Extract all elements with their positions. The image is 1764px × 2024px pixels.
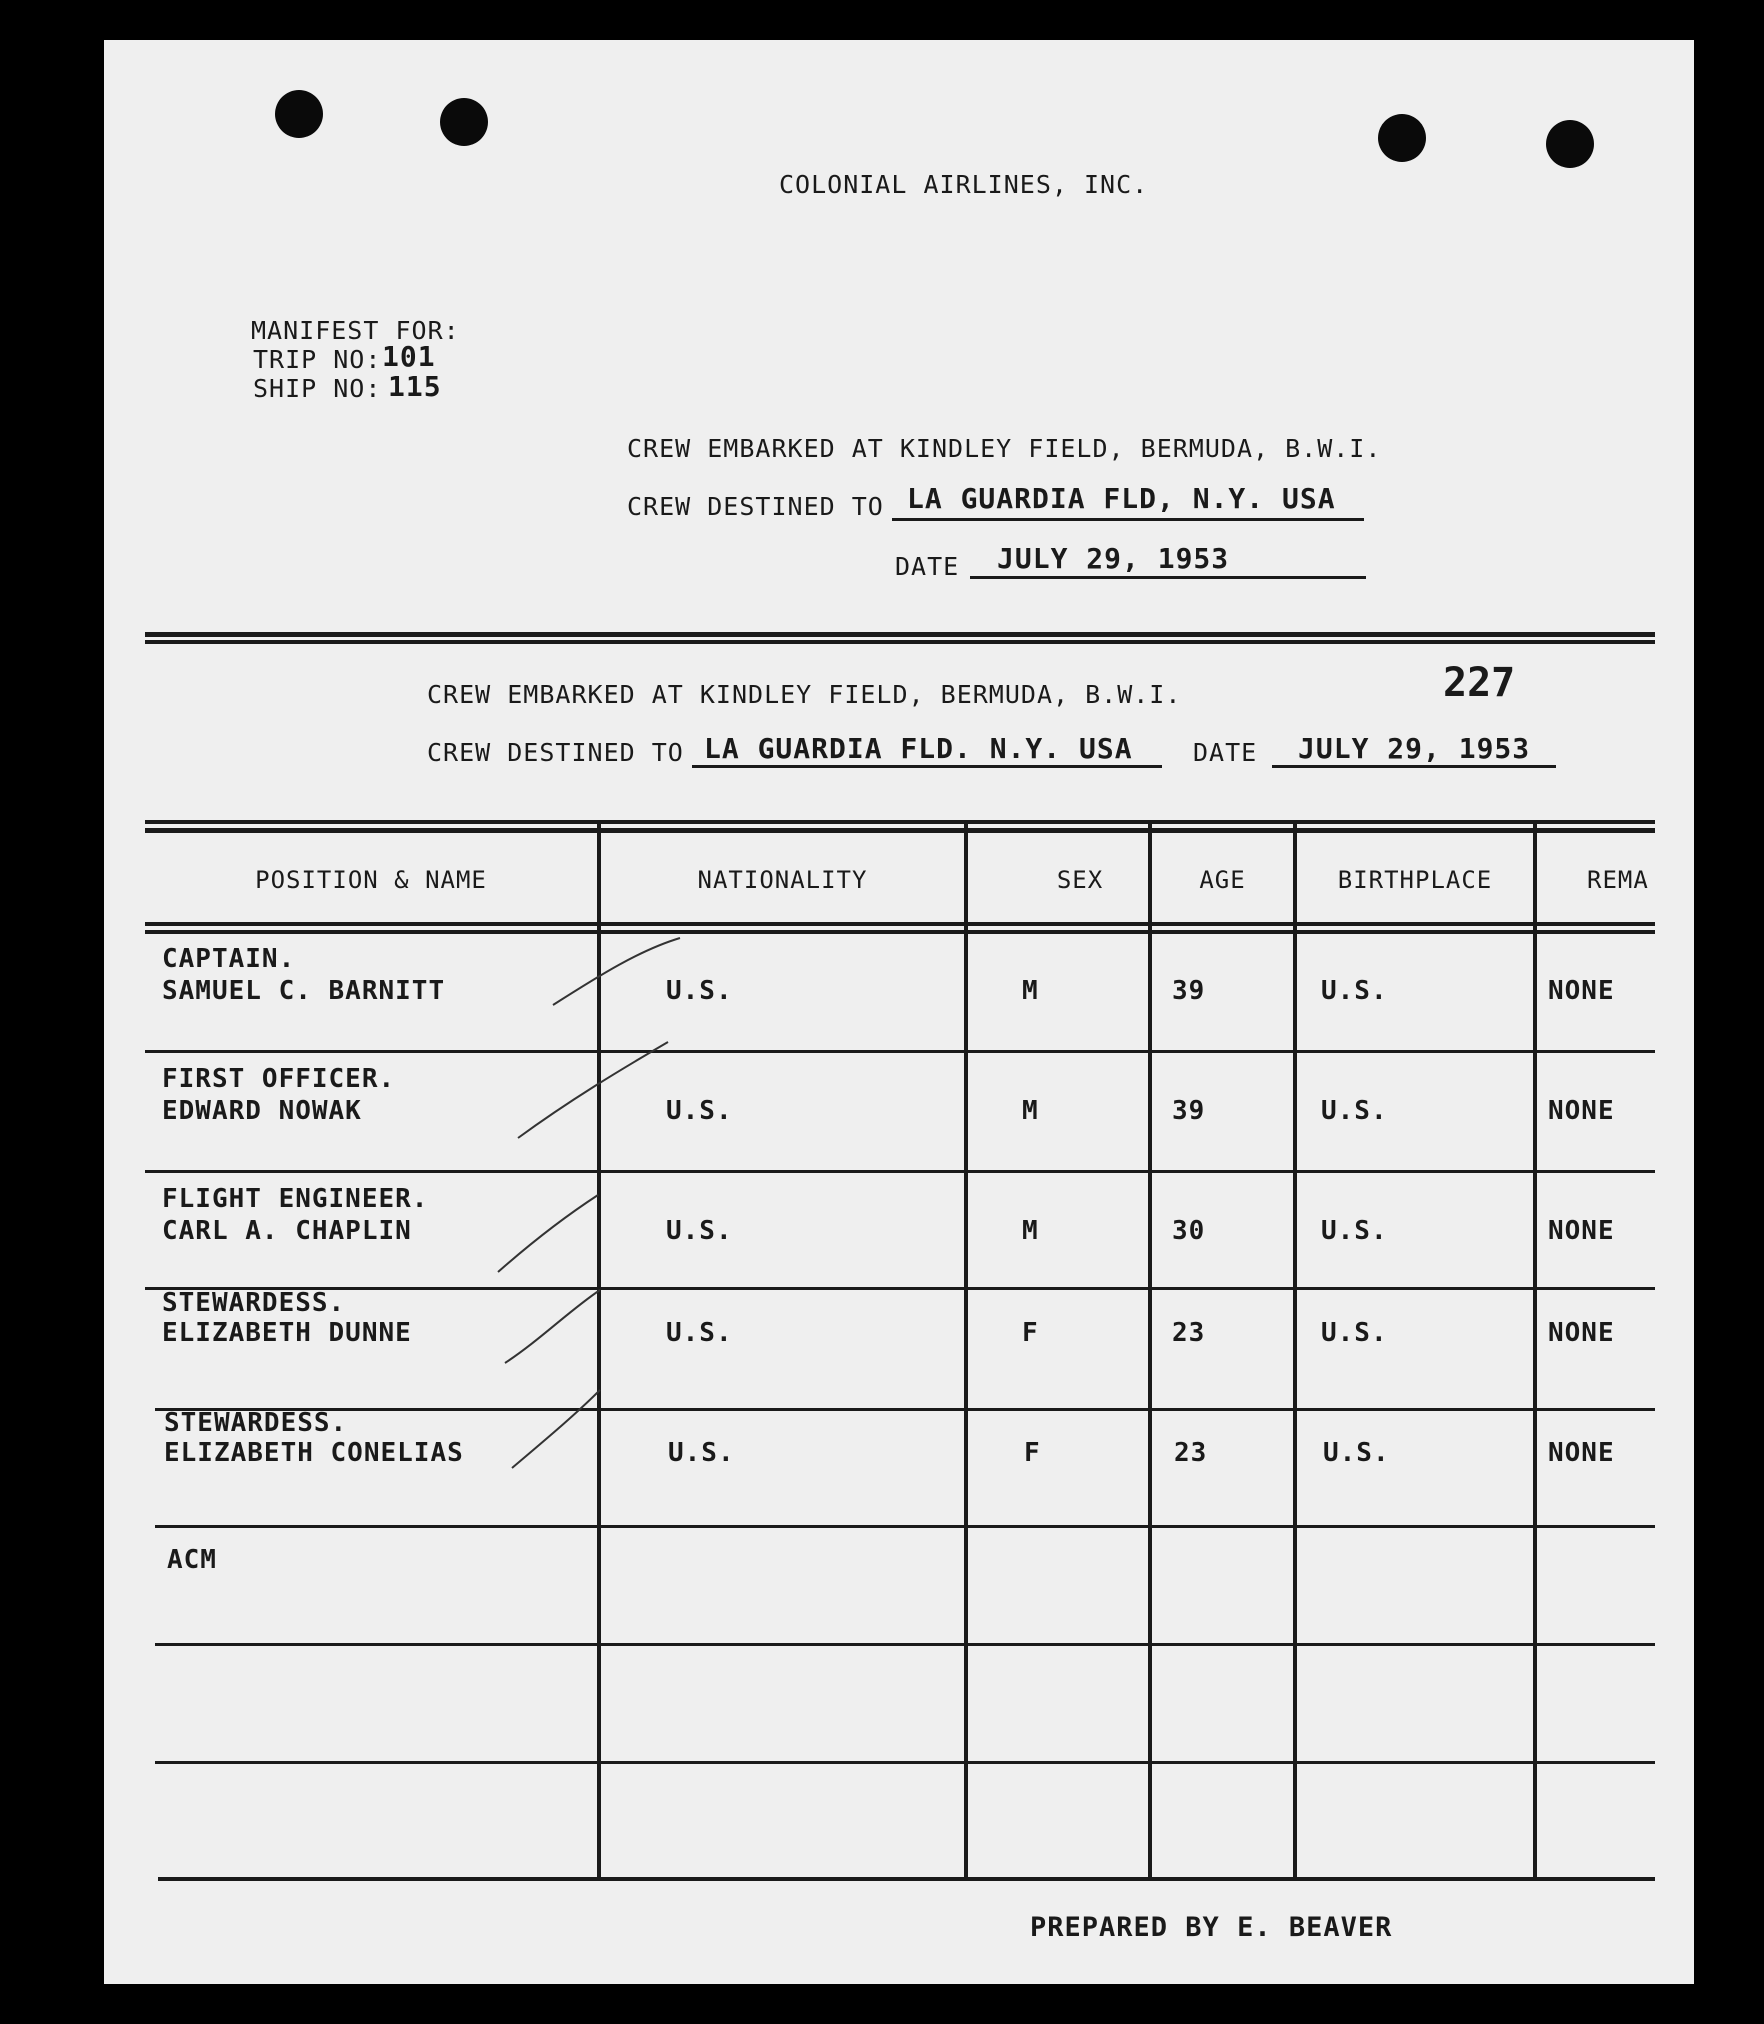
row1-name: SAMUEL C. BARNITT xyxy=(162,976,446,1006)
header-age: AGE xyxy=(1199,866,1246,894)
row2-remarks: NONE xyxy=(1548,1096,1615,1126)
second-destined-label: CREW DESTINED TO xyxy=(427,738,684,767)
prepared-by: PREPARED BY E. BEAVER xyxy=(1030,1912,1393,1943)
row1-nationality: U.S. xyxy=(666,976,733,1006)
header-birthplace: BIRTHPLACE xyxy=(1337,866,1493,894)
row4-birthplace: U.S. xyxy=(1321,1318,1388,1348)
trip-label: TRIP NO: xyxy=(253,345,382,374)
row3-birthplace: U.S. xyxy=(1321,1216,1388,1246)
header-position-name: POSITION & NAME xyxy=(255,866,487,894)
row5-position: STEWARDESS. xyxy=(164,1408,348,1438)
row4-name: ELIZABETH DUNNE xyxy=(162,1318,412,1348)
top-date-label: DATE xyxy=(895,552,960,581)
row3-age: 30 xyxy=(1172,1216,1206,1246)
header-nationality: NATIONALITY xyxy=(697,866,868,894)
row3-sex: M xyxy=(1022,1216,1039,1246)
row3-position: FLIGHT ENGINEER. xyxy=(162,1184,429,1214)
row1-age: 39 xyxy=(1172,976,1206,1006)
row5-name: ELIZABETH CONELIAS xyxy=(164,1438,464,1468)
ship-number: 115 xyxy=(388,370,442,403)
second-destined-value: LA GUARDIA FLD. N.Y. USA xyxy=(704,732,1133,765)
second-date-value: JULY 29, 1953 xyxy=(1298,732,1531,765)
row2-name: EDWARD NOWAK xyxy=(162,1096,362,1126)
row4-position: STEWARDESS. xyxy=(162,1288,346,1318)
row5-birthplace: U.S. xyxy=(1323,1438,1390,1468)
top-destined-value: LA GUARDIA FLD, N.Y. USA xyxy=(907,482,1336,515)
row4-nationality: U.S. xyxy=(666,1318,733,1348)
page-number: 227 xyxy=(1443,660,1516,706)
second-embarked: CREW EMBARKED AT KINDLEY FIELD, BERMUDA, B.W.I. xyxy=(427,680,1182,709)
second-date-label: DATE xyxy=(1193,738,1258,767)
trip-number: 101 xyxy=(382,340,436,373)
top-destined-label: CREW DESTINED TO xyxy=(627,492,884,521)
row1-birthplace: U.S. xyxy=(1321,976,1388,1006)
row3-name: CARL A. CHAPLIN xyxy=(162,1216,412,1246)
row3-nationality: U.S. xyxy=(666,1216,733,1246)
top-date-value: JULY 29, 1953 xyxy=(997,542,1230,575)
row2-sex: M xyxy=(1022,1096,1039,1126)
header-remarks: REMA xyxy=(1587,866,1649,894)
header-sex: SEX xyxy=(1056,866,1104,894)
extra-row-label: ACM xyxy=(167,1545,217,1575)
row1-remarks: NONE xyxy=(1548,976,1615,1006)
row2-birthplace: U.S. xyxy=(1321,1096,1388,1126)
row2-age: 39 xyxy=(1172,1096,1206,1126)
row3-remarks: NONE xyxy=(1548,1216,1615,1246)
manifest-label: MANIFEST FOR: xyxy=(251,316,460,345)
row4-sex: F xyxy=(1022,1318,1039,1348)
row4-age: 23 xyxy=(1172,1318,1206,1348)
row5-sex: F xyxy=(1024,1438,1041,1468)
top-embarked: CREW EMBARKED AT KINDLEY FIELD, BERMUDA, B.W.I. xyxy=(627,434,1382,463)
row1-position: CAPTAIN. xyxy=(162,944,296,974)
company-name: COLONIAL AIRLINES, INC. xyxy=(779,170,1149,199)
row5-nationality: U.S. xyxy=(668,1438,735,1468)
row1-sex: M xyxy=(1022,976,1039,1006)
ship-label: SHIP NO: xyxy=(253,374,382,403)
row5-remarks: NONE xyxy=(1548,1438,1615,1468)
row2-nationality: U.S. xyxy=(666,1096,733,1126)
row2-position: FIRST OFFICER. xyxy=(162,1064,396,1094)
row4-remarks: NONE xyxy=(1548,1318,1615,1348)
row5-age: 23 xyxy=(1174,1438,1208,1468)
